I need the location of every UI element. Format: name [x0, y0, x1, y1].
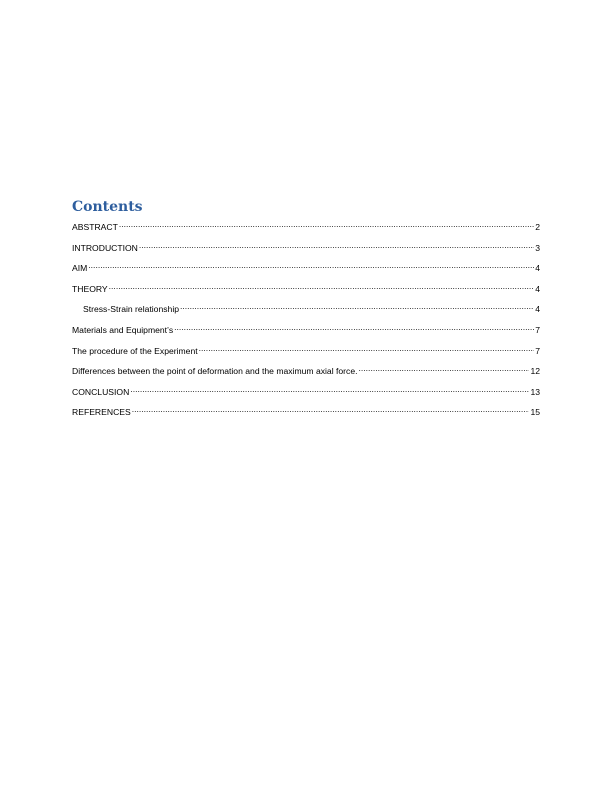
dot-leader: [139, 239, 534, 251]
dot-leader: [359, 362, 530, 374]
dot-leader: [199, 342, 535, 354]
toc-entry-label: INTRODUCTION: [72, 242, 138, 253]
dot-leader: [132, 403, 530, 415]
toc-entry-label: THEORY: [72, 283, 108, 294]
toc-entry-page-number: 12: [530, 366, 540, 377]
toc-title: Contents: [72, 199, 143, 215]
toc-entry-aim[interactable]: [72, 259, 540, 280]
toc-entry-abstract[interactable]: [72, 218, 540, 239]
toc-entry-references[interactable]: [72, 403, 540, 424]
table-of-contents: [72, 198, 540, 424]
toc-entry-label: REFERENCES: [72, 407, 131, 418]
toc-entry-stress-strain-relationship[interactable]: [72, 300, 540, 321]
toc-entry-page-number: 4: [535, 283, 540, 294]
dot-leader: [174, 321, 534, 333]
toc-entry-label: Differences between the point of deformation and the maximum axial force.: [72, 366, 358, 377]
dot-leader: [88, 259, 534, 271]
toc-entry-label: ABSTRACT: [72, 222, 118, 232]
toc-entry-page-number: 7: [535, 324, 540, 335]
toc-entry-label: CONCLUSION: [72, 386, 130, 397]
toc-entry-procedure[interactable]: [72, 342, 540, 363]
dot-leader: [119, 218, 534, 230]
toc-entry-introduction[interactable]: [72, 239, 540, 260]
toc-entry-page-number: 7: [535, 345, 540, 356]
toc-entry-differences[interactable]: [72, 362, 540, 383]
toc-entry-label: Stress-Strain relationship: [83, 304, 180, 315]
toc-entry-page-number: 3: [535, 242, 540, 253]
toc-entry-conclusion[interactable]: [72, 383, 540, 404]
dot-leader: [130, 383, 529, 395]
toc-entry-page-number: 4: [535, 263, 540, 274]
toc-entry-page-number: 13: [530, 386, 540, 397]
toc-entry-label: The procedure of the Experiment: [72, 345, 198, 356]
toc-entry-page-number: 4: [535, 304, 540, 315]
toc-entry-theory[interactable]: [72, 280, 540, 301]
toc-entry-label: AIM: [72, 263, 88, 274]
toc-entry-materials-and-equipment[interactable]: [72, 321, 540, 342]
toc-entry-label: Materials and Equipment’s: [72, 324, 174, 335]
dot-leader: [180, 300, 534, 312]
toc-entry-page-number: 2: [535, 222, 540, 232]
dot-leader: [109, 280, 535, 292]
toc-entry-page-number: 15: [530, 407, 540, 418]
toc-list: [72, 218, 540, 424]
